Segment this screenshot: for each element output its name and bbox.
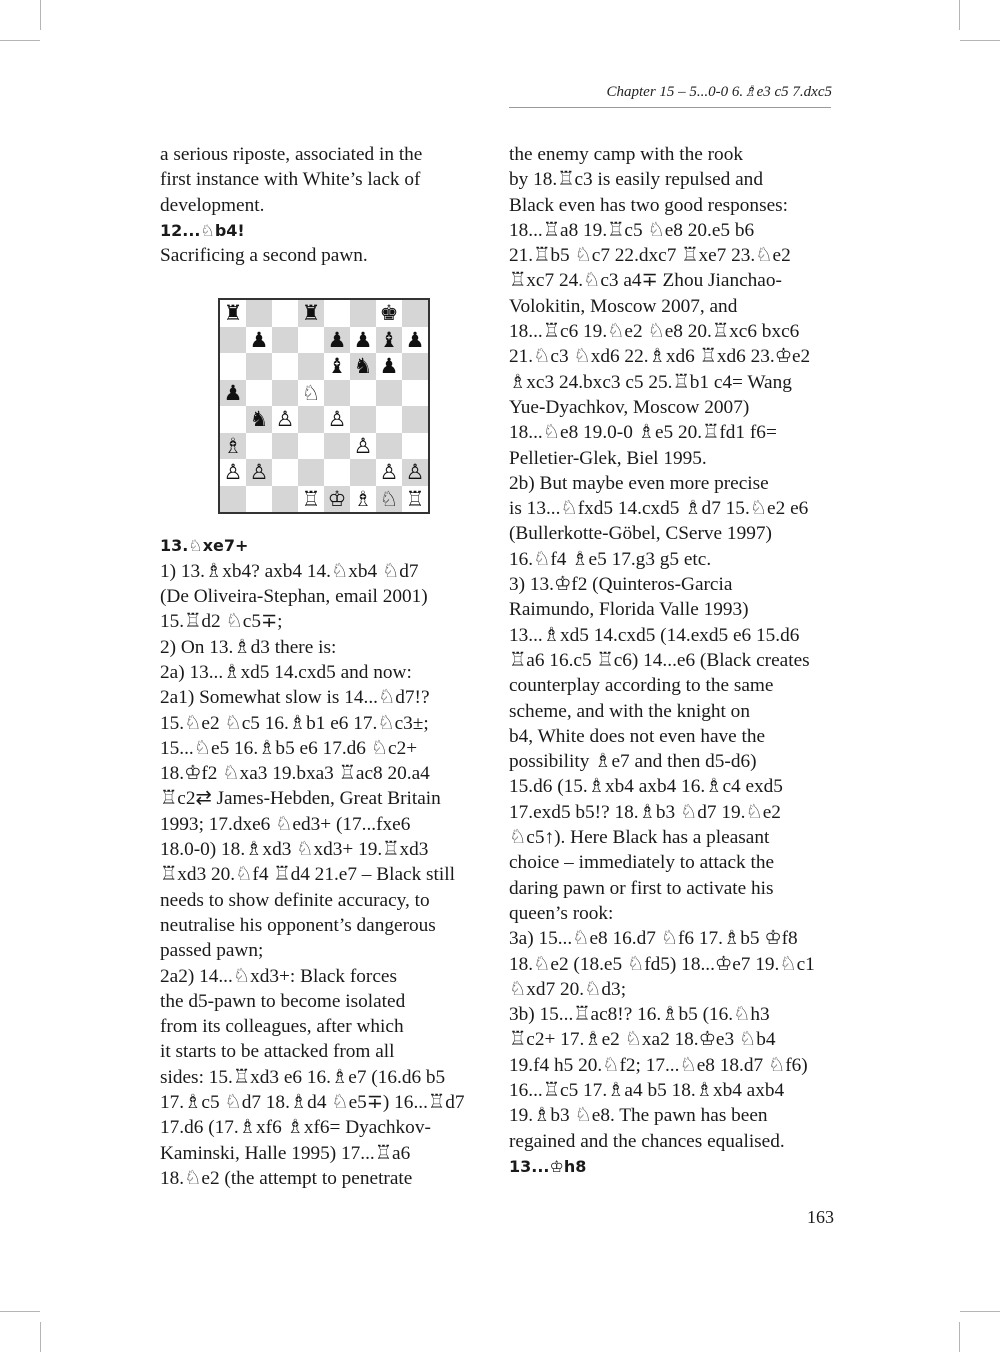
board-square bbox=[376, 380, 402, 407]
text-line: passed pawn; bbox=[160, 940, 264, 962]
crop-mark bbox=[0, 1311, 40, 1312]
text-line: regained and the chances equalised. bbox=[509, 1130, 785, 1152]
text-line: by 18.♖c3 is easily repulsed and bbox=[509, 169, 763, 191]
text-line: 15.♖d2 ♘c5∓; bbox=[160, 611, 283, 633]
board-square bbox=[324, 380, 350, 407]
text-line: 15.♘e2 ♘c5 16.♗b1 e6 17.♘c3±; bbox=[160, 712, 429, 734]
board-square bbox=[272, 327, 298, 354]
board-square bbox=[402, 380, 428, 407]
board-square bbox=[350, 300, 376, 327]
chess-piece: ♙ bbox=[402, 459, 428, 486]
chess-piece: ♖ bbox=[402, 486, 428, 513]
chess-piece: ♟ bbox=[246, 327, 272, 354]
text-line: 13...♗xd5 14.cxd5 (14.exd5 e6 15.d6 bbox=[509, 624, 800, 646]
text-line: scheme, and with the knight on bbox=[509, 700, 750, 722]
text-line: Kaminski, Halle 1995) 17...♖a6 bbox=[160, 1142, 411, 1164]
board-square bbox=[298, 353, 324, 380]
text-line: 16...♖c5 17.♗a4 b5 18.♗xb4 axb4 bbox=[509, 1079, 785, 1101]
board-square bbox=[324, 433, 350, 460]
board-square bbox=[246, 486, 272, 513]
crop-mark bbox=[40, 0, 41, 30]
board-square bbox=[376, 433, 402, 460]
chess-piece: ♙ bbox=[324, 406, 350, 433]
text-line: development. bbox=[160, 194, 265, 216]
chess-piece: ♟ bbox=[324, 327, 350, 354]
text-line: possibility ♗e7 and then d5-d6) bbox=[509, 751, 757, 773]
text-line: needs to show definite accuracy, to bbox=[160, 889, 430, 911]
move-heading: 13.♘xe7+ bbox=[160, 536, 249, 556]
text-line: 18...♖c6 19.♘e2 ♘e8 20.♖xc6 bxc6 bbox=[509, 321, 800, 343]
crop-mark bbox=[959, 1322, 960, 1352]
board-square bbox=[220, 353, 246, 380]
text-line: ♘c5↑). Here Black has a pleasant bbox=[509, 827, 770, 849]
text-line: queen’s rook: bbox=[509, 902, 614, 924]
text-line: 2a) 13...♗xd5 14.cxd5 and now: bbox=[160, 661, 412, 683]
text-line: it starts to be attacked from all bbox=[160, 1041, 395, 1063]
board-square bbox=[272, 380, 298, 407]
text-line: 17.♗c5 ♘d7 18.♗d4 ♘e5∓) 16...♖d7 bbox=[160, 1092, 465, 1114]
board-square bbox=[246, 353, 272, 380]
board-square bbox=[324, 459, 350, 486]
move-heading: 13...♔h8 bbox=[509, 1156, 587, 1176]
text-line: 15...♘e5 16.♗b5 e6 17.d6 ♘c2+ bbox=[160, 737, 418, 759]
text-line: ♗xc3 24.bxc3 c5 25.♖b1 c4= Wang bbox=[509, 371, 792, 393]
text-line: 17.exd5 b5!? 18.♗b3 ♘d7 19.♘e2 bbox=[509, 801, 781, 823]
chess-piece: ♙ bbox=[272, 406, 298, 433]
board-square bbox=[220, 486, 246, 513]
text-line: 3) 13.♔f2 (Quinteros-Garcia bbox=[509, 574, 733, 596]
text-line: 1993; 17.dxe6 ♘ed3+ (17...fxe6 bbox=[160, 813, 411, 835]
chess-piece: ♖ bbox=[298, 486, 324, 513]
text-line: 18.♘e2 (the attempt to penetrate bbox=[160, 1167, 413, 1189]
text-line: 18.♘e2 (18.e5 ♘fd5) 18...♔e7 19.♘c1 bbox=[509, 953, 815, 975]
board-square bbox=[350, 406, 376, 433]
board-square bbox=[272, 459, 298, 486]
text-line: 2) On 13.♗d3 there is: bbox=[160, 636, 337, 658]
text-line: 18...♖a8 19.♖c5 ♘e8 20.e5 b6 bbox=[509, 219, 755, 241]
text-line: choice – immediately to attack the bbox=[509, 852, 775, 874]
text-line: 21.♖b5 ♘c7 22.dxc7 ♖xe7 23.♘e2 bbox=[509, 245, 791, 267]
chess-piece: ♙ bbox=[220, 459, 246, 486]
chess-board bbox=[218, 298, 430, 514]
board-square bbox=[324, 300, 350, 327]
left-column bbox=[160, 142, 490, 1191]
text-line: 21.♘c3 ♘xd6 22.♗xd6 ♖xd6 23.♔e2 bbox=[509, 346, 811, 368]
text-line: ♘xd7 20.♘d3; bbox=[509, 978, 627, 1000]
chess-piece: ♟ bbox=[350, 327, 376, 354]
right-column bbox=[509, 142, 839, 1179]
board-square bbox=[298, 327, 324, 354]
chess-piece: ♔ bbox=[324, 486, 350, 513]
board-square bbox=[402, 353, 428, 380]
board-square bbox=[220, 406, 246, 433]
chess-piece: ♝ bbox=[324, 353, 350, 380]
text-line: ♖c2+ 17.♗e2 ♘xa2 18.♔e3 ♘b4 bbox=[509, 1029, 776, 1051]
text-line: 17.d6 (17.♗xf6 ♗xf6= Dyachkov- bbox=[160, 1117, 431, 1139]
text-line: neutralise his opponent’s dangerous bbox=[160, 914, 436, 936]
board-square bbox=[246, 433, 272, 460]
text-line: 2a1) Somewhat slow is 14...♘d7!? bbox=[160, 687, 430, 709]
text-line: sides: 15.♖xd3 e6 16.♗e7 (16.d6 b5 bbox=[160, 1066, 446, 1088]
crop-mark bbox=[960, 1311, 1000, 1312]
board-square bbox=[298, 433, 324, 460]
chess-diagram bbox=[218, 298, 430, 514]
text-line: the d5-pawn to become isolated bbox=[160, 990, 406, 1012]
board-square bbox=[402, 433, 428, 460]
text-line: Yue-Dyachkov, Moscow 2007) bbox=[509, 396, 750, 418]
text-line: the enemy camp with the rook bbox=[509, 144, 743, 165]
text-line: b4, White does not even have the bbox=[509, 725, 766, 747]
board-square bbox=[350, 380, 376, 407]
text-line: 3b) 15...♖ac8!? 16.♗b5 (16.♘h3 bbox=[509, 1004, 770, 1026]
text-line: daring pawn or first to activate his bbox=[509, 877, 774, 899]
chess-piece: ♟ bbox=[402, 327, 428, 354]
text-line: (De Oliveira-Stephan, email 2001) bbox=[160, 586, 428, 608]
chess-piece: ♙ bbox=[376, 459, 402, 486]
crop-mark bbox=[40, 1322, 41, 1352]
board-square bbox=[246, 380, 272, 407]
board-square bbox=[402, 300, 428, 327]
text-line: is 13...♘fxd5 14.cxd5 ♗d7 15.♘e2 e6 bbox=[509, 498, 809, 520]
running-header: Chapter 15 – 5...0-0 6.♗e3 c5 7.dxc5 bbox=[606, 84, 832, 100]
chess-piece: ♗ bbox=[220, 433, 246, 460]
text-line: ♖xd3 20.♘f4 ♖d4 21.e7 – Black still bbox=[160, 864, 455, 886]
text-line: a serious riposte, associated in the bbox=[160, 144, 423, 165]
board-square bbox=[272, 300, 298, 327]
text-line: 2a2) 14...♘xd3+: Black forces bbox=[160, 965, 397, 987]
text-line: Black even has two good responses: bbox=[509, 194, 788, 216]
board-square bbox=[376, 406, 402, 433]
board-square bbox=[350, 459, 376, 486]
chess-piece: ♟ bbox=[220, 380, 246, 407]
chess-piece: ♘ bbox=[376, 486, 402, 513]
text-line: (Bullerkotte-Göbel, CServe 1997) bbox=[509, 523, 772, 545]
board-square bbox=[272, 486, 298, 513]
move-heading: 12...♘b4! bbox=[160, 220, 245, 240]
chess-piece: ♘ bbox=[298, 380, 324, 407]
text-line: ♖c2⇄ James-Hebden, Great Britain bbox=[160, 788, 441, 810]
board-square bbox=[272, 433, 298, 460]
text-line: 16.♘f4 ♗e5 17.g3 g5 etc. bbox=[509, 548, 712, 570]
board-square bbox=[402, 406, 428, 433]
board-square bbox=[298, 406, 324, 433]
text-line: 18.0-0) 18.♗xd3 ♘xd3+ 19.♖xd3 bbox=[160, 839, 429, 861]
board-square bbox=[220, 327, 246, 354]
chess-piece: ♚ bbox=[376, 300, 402, 327]
text-line: 2b) But maybe even more precise bbox=[509, 472, 769, 494]
text-line: Pelletier-Glek, Biel 1995. bbox=[509, 447, 707, 469]
text-line: Raimundo, Florida Valle 1993) bbox=[509, 599, 749, 621]
chess-piece: ♙ bbox=[350, 433, 376, 460]
text-line: 1) 13.♗xb4? axb4 14.♘xb4 ♘d7 bbox=[160, 560, 419, 582]
text-line: first instance with White’s lack of bbox=[160, 169, 421, 191]
text-line: 18...♘e8 19.0-0 ♗e5 20.♖fd1 f6= bbox=[509, 422, 777, 444]
crop-mark bbox=[0, 40, 40, 41]
chess-piece: ♜ bbox=[298, 300, 324, 327]
text-line: 19.♗b3 ♘e8. The pawn has been bbox=[509, 1105, 768, 1127]
crop-mark bbox=[959, 0, 960, 30]
text-line: ♖a6 16.c5 ♖c6) 14...e6 (Black creates bbox=[509, 649, 810, 671]
text-line: 18.♔f2 ♘xa3 19.bxa3 ♖ac8 20.a4 bbox=[160, 763, 430, 785]
text-line: 15.d6 (15.♗xb4 axb4 16.♗c4 exd5 bbox=[509, 776, 783, 798]
board-square bbox=[246, 300, 272, 327]
board-square bbox=[298, 459, 324, 486]
text-line: Volokitin, Moscow 2007, and bbox=[509, 295, 738, 317]
crop-mark bbox=[960, 40, 1000, 41]
text-line: counterplay according to the same bbox=[509, 675, 774, 697]
text-line: 3a) 15...♘e8 16.d7 ♘f6 17.♗b5 ♔f8 bbox=[509, 928, 798, 950]
chess-piece: ♗ bbox=[350, 486, 376, 513]
chess-piece: ♜ bbox=[220, 300, 246, 327]
text-line: Sacrificing a second pawn. bbox=[160, 245, 368, 267]
header-rule bbox=[509, 107, 831, 108]
text-line: ♖xc7 24.♘c3 a4∓ Zhou Jianchao- bbox=[509, 270, 782, 292]
chess-piece: ♞ bbox=[246, 406, 272, 433]
chess-piece: ♟ bbox=[376, 353, 402, 380]
text-line: 19.f4 h5 20.♘f2; 17...♘e8 18.d7 ♘f6) bbox=[509, 1054, 808, 1076]
chess-piece: ♙ bbox=[246, 459, 272, 486]
chess-piece: ♞ bbox=[350, 353, 376, 380]
text-line: from its colleagues, after which bbox=[160, 1016, 404, 1038]
page-number: 163 bbox=[807, 1207, 834, 1227]
chess-piece: ♝ bbox=[376, 327, 402, 354]
board-square bbox=[272, 353, 298, 380]
